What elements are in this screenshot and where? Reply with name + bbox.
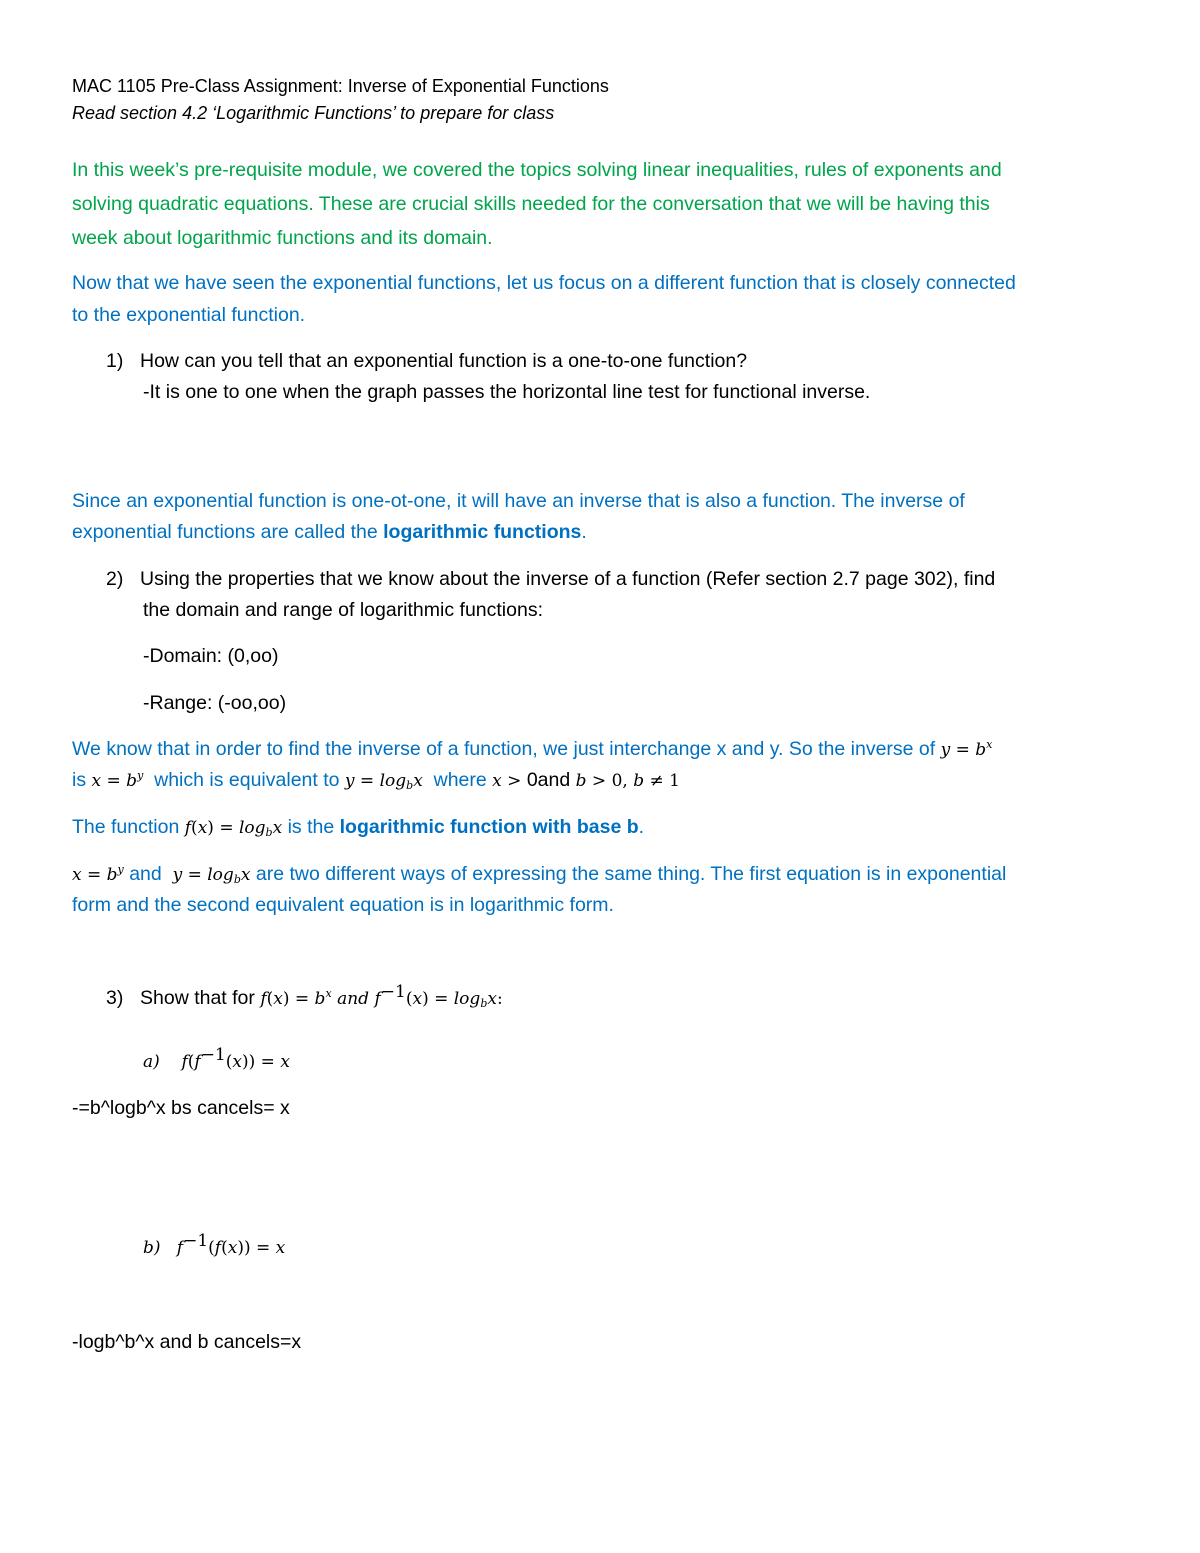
function-definition: The function $f(x) = \log_bx$ is the logarithmic function with base b. [72,816,645,839]
intro-green-line-3: week about logarithmic functions and its domain. [72,227,493,249]
question-1-text: How can you tell that an exponential function is a one-to-one function? [140,350,748,372]
question-2-number: 2) [106,568,124,590]
inverse-line-1: We know that in order to find the inverse of a function, we just interchange x and y. So the inverse of $y = b^x$ [72,738,993,760]
since-line-2: exponential functions are called the logarithmic functions. [72,521,587,543]
question-3-number: 3) [106,987,124,1009]
forms-line-2: form and the second equivalent equation is in logarithmic form. [72,894,614,916]
question-1 [106,349,747,373]
inverse-line-2: is $x = b^y$ which is equivalent to $y = \log_bx$ where x > 0and b > 0, b ≠ 1 [72,769,680,792]
part-b: b) $f^{-1}(f(x)) = x$ [143,1231,286,1258]
equation-f-log: f [184,818,192,838]
forms-line-1: $x = b^y$ and $y = \log_bx$ are two different ways of expressing the same thing. The first equation is in exponential [72,863,1007,886]
question-3: 3) Show that for $f(x) = b^x$ and $f^{-1}(x) = \log_bx$: [106,982,503,1010]
equation-x-b-y: x [91,771,102,791]
question-2-line-1: Using the properties that we know about the inverse of a function (Refer section 2.7 page 302), find [140,568,996,590]
since-line-1: Since an exponential function is one-ot-one, it will have an inverse that is also a function. The inverse of [72,490,965,512]
intro-green-line-2: solving quadratic equations. These are crucial skills needed for the conversation that we will be having this [72,193,990,215]
question-2 [106,567,995,591]
part-a: a) $f(f^{-1}(x)) = x$ [143,1045,290,1072]
intro-green-line-1: In this week’s pre-requisite module, we covered the topics solving linear inequalities, rules of exponents and [72,159,1002,181]
part-b-label: b) [143,1238,161,1258]
page-subtitle: Read section 4.2 ‘Logarithmic Functions’ to prepare for class [72,103,555,123]
answer-2-domain: -Domain: (0,oo) [143,645,279,667]
intro-blue-line-2: to the exponential function. [72,304,306,326]
intro-blue-line-1: Now that we have seen the exponential functions, let us focus on a different function that is closely connected [72,272,1016,294]
log-base-b-term: logarithmic function with base b [339,816,639,838]
answer-1: -It is one to one when the graph passes the horizontal line test for functional inverse. [143,381,871,403]
part-a-label: a) [143,1052,160,1072]
answer-2-range: -Range: (-oo,oo) [143,692,287,714]
question-1-number: 1) [106,350,124,372]
answer-3a: -=b^logb^x bs cancels= x [72,1097,290,1119]
answer-3b: -logb^b^x and b cancels=x [72,1331,302,1353]
question-2-line-2: the domain and range of logarithmic functions: [143,599,543,621]
equation-y-b-x: y [940,740,951,760]
equation-y-log: y [344,771,355,791]
page-title: MAC 1105 Pre-Class Assignment: Inverse of Exponential Functions [72,76,609,96]
logarithmic-functions-term: logarithmic functions [383,521,582,543]
